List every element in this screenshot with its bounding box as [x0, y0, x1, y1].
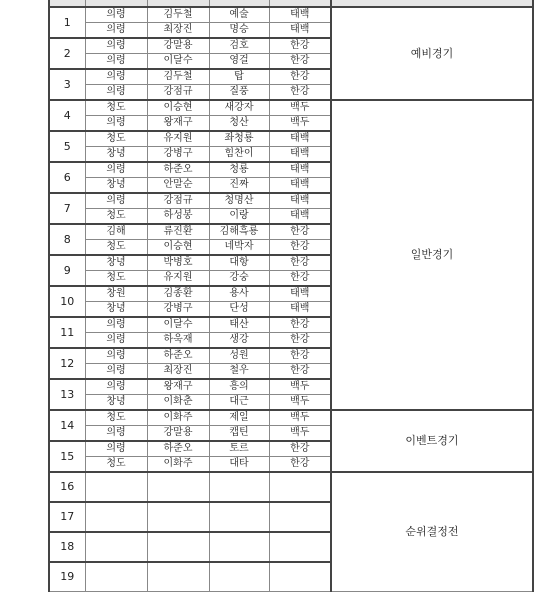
bull-name-cell: 용사: [209, 286, 269, 302]
region-cell: 청도: [85, 271, 147, 287]
owner-cell: 하준오: [147, 441, 209, 457]
bull-name-cell: 캡틴: [209, 426, 269, 442]
region-cell: 청도: [85, 410, 147, 426]
weight-class-cell: 한강: [269, 348, 331, 364]
weight-class-cell: 태백: [269, 23, 331, 39]
match-number-cell: 6: [49, 162, 85, 193]
bull-name-cell: 탑: [209, 69, 269, 85]
region-cell: 청도: [85, 100, 147, 116]
region-cell: 의령: [85, 69, 147, 85]
owner-cell: 이달수: [147, 317, 209, 333]
weight-class-cell: 한강: [269, 69, 331, 85]
match-number-cell: 13: [49, 379, 85, 410]
weight-class-cell: 한강: [269, 240, 331, 256]
region-cell: 창녕: [85, 302, 147, 318]
region-cell: 의령: [85, 7, 147, 23]
weight-class-cell: 한강: [269, 38, 331, 54]
match-number-cell: 5: [49, 131, 85, 162]
region-cell: 의령: [85, 317, 147, 333]
owner-cell: [147, 502, 209, 532]
match-number-cell: 17: [49, 502, 85, 532]
region-cell: 의령: [85, 333, 147, 349]
owner-cell: [147, 532, 209, 562]
bull-name-cell: [209, 472, 269, 502]
region-cell: [85, 472, 147, 502]
table-row: [49, 410, 533, 426]
region-cell: 의령: [85, 364, 147, 380]
region-cell: 의령: [85, 348, 147, 364]
match-number-cell: 15: [49, 441, 85, 472]
bullfight-schedule-table: [48, 0, 534, 592]
owner-cell: 왕재구: [147, 116, 209, 132]
weight-class-cell: 태백: [269, 147, 331, 163]
weight-class-cell: 한강: [269, 317, 331, 333]
weight-class-cell: 태백: [269, 193, 331, 209]
header-cell-bull-name: [209, 0, 269, 7]
weight-class-cell: 한강: [269, 333, 331, 349]
owner-cell: 강말용: [147, 426, 209, 442]
bull-name-cell: 청명산: [209, 193, 269, 209]
weight-class-cell: 한강: [269, 457, 331, 473]
region-cell: 의령: [85, 116, 147, 132]
weight-class-cell: 백두: [269, 410, 331, 426]
weight-class-cell: 한강: [269, 255, 331, 271]
match-number-cell: 18: [49, 532, 85, 562]
owner-cell: 유지원: [147, 271, 209, 287]
weight-class-cell: 한강: [269, 441, 331, 457]
header-cell-category: [331, 0, 533, 7]
match-number-cell: 9: [49, 255, 85, 286]
owner-cell: 김종환: [147, 286, 209, 302]
match-number-cell: 14: [49, 410, 85, 441]
owner-cell: 강병구: [147, 147, 209, 163]
owner-cell: 이달수: [147, 54, 209, 70]
bull-name-cell: 대근: [209, 395, 269, 411]
region-cell: 의령: [85, 162, 147, 178]
bull-name-cell: 철우: [209, 364, 269, 380]
category-cell: 일반경기: [331, 100, 533, 410]
region-cell: 창녕: [85, 178, 147, 194]
bull-name-cell: 단성: [209, 302, 269, 318]
bull-name-cell: 대타: [209, 457, 269, 473]
weight-class-cell: 태백: [269, 286, 331, 302]
weight-class-cell: [269, 562, 331, 592]
bull-name-cell: 토르: [209, 441, 269, 457]
owner-cell: 이화주: [147, 410, 209, 426]
bull-name-cell: 진짜: [209, 178, 269, 194]
match-number-cell: 8: [49, 224, 85, 255]
owner-cell: [147, 472, 209, 502]
owner-cell: 하준오: [147, 348, 209, 364]
owner-cell: 최장진: [147, 23, 209, 39]
weight-class-cell: 한강: [269, 271, 331, 287]
table-row: [49, 7, 533, 23]
region-cell: 의령: [85, 426, 147, 442]
bull-name-cell: 질풍: [209, 85, 269, 101]
weight-class-cell: 백두: [269, 426, 331, 442]
region-cell: 창녕: [85, 395, 147, 411]
header-row: [49, 0, 533, 7]
weight-class-cell: 태백: [269, 162, 331, 178]
bull-name-cell: 생강: [209, 333, 269, 349]
match-number-cell: 4: [49, 100, 85, 131]
owner-cell: 강말용: [147, 38, 209, 54]
owner-cell: 하욱재: [147, 333, 209, 349]
weight-class-cell: 백두: [269, 100, 331, 116]
region-cell: 의령: [85, 379, 147, 395]
weight-class-cell: [269, 502, 331, 532]
owner-cell: 이승현: [147, 240, 209, 256]
weight-class-cell: [269, 472, 331, 502]
schedule-body: [49, 0, 533, 592]
match-number-cell: 7: [49, 193, 85, 224]
weight-class-cell: 태백: [269, 209, 331, 225]
bull-name-cell: 김해흑룡: [209, 224, 269, 240]
region-cell: 의령: [85, 193, 147, 209]
bull-name-cell: 네박자: [209, 240, 269, 256]
match-number-cell: 3: [49, 69, 85, 100]
match-number-cell: 16: [49, 472, 85, 502]
match-number-cell: 1: [49, 7, 85, 38]
owner-cell: 이화춘: [147, 395, 209, 411]
weight-class-cell: 한강: [269, 85, 331, 101]
weight-class-cell: 한강: [269, 54, 331, 70]
header-cell-owner: [147, 0, 209, 7]
category-cell: 순위결정전: [331, 472, 533, 592]
owner-cell: 왕재구: [147, 379, 209, 395]
header-cell-weight-class: [269, 0, 331, 7]
region-cell: 의령: [85, 23, 147, 39]
region-cell: 의령: [85, 54, 147, 70]
bull-name-cell: 강숭: [209, 271, 269, 287]
region-cell: [85, 562, 147, 592]
owner-cell: 이화주: [147, 457, 209, 473]
owner-cell: [147, 562, 209, 592]
category-cell: 예비경기: [331, 7, 533, 100]
owner-cell: 강점규: [147, 193, 209, 209]
region-cell: 창녕: [85, 147, 147, 163]
bull-name-cell: 예술: [209, 7, 269, 23]
owner-cell: 이승현: [147, 100, 209, 116]
region-cell: 창원: [85, 286, 147, 302]
region-cell: 청도: [85, 131, 147, 147]
match-number-cell: 10: [49, 286, 85, 317]
region-cell: 의령: [85, 38, 147, 54]
header-cell-number: [49, 0, 85, 7]
bull-name-cell: 성원: [209, 348, 269, 364]
weight-class-cell: 백두: [269, 116, 331, 132]
weight-class-cell: 태백: [269, 302, 331, 318]
bull-name-cell: 제일: [209, 410, 269, 426]
region-cell: [85, 502, 147, 532]
match-number-cell: 11: [49, 317, 85, 348]
bull-name-cell: [209, 562, 269, 592]
bull-name-cell: 새강자: [209, 100, 269, 116]
region-cell: 청도: [85, 209, 147, 225]
owner-cell: 김두철: [147, 7, 209, 23]
owner-cell: 강점규: [147, 85, 209, 101]
weight-class-cell: 태백: [269, 178, 331, 194]
owner-cell: 김두철: [147, 69, 209, 85]
weight-class-cell: 한강: [269, 224, 331, 240]
match-number-cell: 12: [49, 348, 85, 379]
bull-name-cell: 좌청룡: [209, 131, 269, 147]
bull-name-cell: 영걸: [209, 54, 269, 70]
bull-name-cell: [209, 502, 269, 532]
region-cell: 청도: [85, 240, 147, 256]
weight-class-cell: 태백: [269, 131, 331, 147]
bull-name-cell: 대항: [209, 255, 269, 271]
category-cell: 이벤트경기: [331, 410, 533, 472]
owner-cell: 안말순: [147, 178, 209, 194]
weight-class-cell: 태백: [269, 7, 331, 23]
owner-cell: 최장진: [147, 364, 209, 380]
table-row: [49, 472, 533, 502]
table-row: [49, 100, 533, 116]
match-number-cell: 19: [49, 562, 85, 592]
weight-class-cell: 백두: [269, 379, 331, 395]
bull-name-cell: 청산: [209, 116, 269, 132]
owner-cell: 박병호: [147, 255, 209, 271]
header-cell-region: [85, 0, 147, 7]
weight-class-cell: 백두: [269, 395, 331, 411]
bull-name-cell: 검호: [209, 38, 269, 54]
region-cell: 의령: [85, 441, 147, 457]
region-cell: 김해: [85, 224, 147, 240]
bull-name-cell: 청룡: [209, 162, 269, 178]
bull-name-cell: 흥의: [209, 379, 269, 395]
region-cell: 창녕: [85, 255, 147, 271]
region-cell: 청도: [85, 457, 147, 473]
owner-cell: 류진환: [147, 224, 209, 240]
region-cell: 의령: [85, 85, 147, 101]
bull-name-cell: 힘찬이: [209, 147, 269, 163]
region-cell: [85, 532, 147, 562]
bull-name-cell: [209, 532, 269, 562]
owner-cell: 유지원: [147, 131, 209, 147]
weight-class-cell: 한강: [269, 364, 331, 380]
weight-class-cell: [269, 532, 331, 562]
owner-cell: 강병구: [147, 302, 209, 318]
owner-cell: 하준오: [147, 162, 209, 178]
bull-name-cell: 명승: [209, 23, 269, 39]
bull-name-cell: 이랑: [209, 209, 269, 225]
match-number-cell: 2: [49, 38, 85, 69]
bull-name-cell: 태산: [209, 317, 269, 333]
owner-cell: 하성봉: [147, 209, 209, 225]
